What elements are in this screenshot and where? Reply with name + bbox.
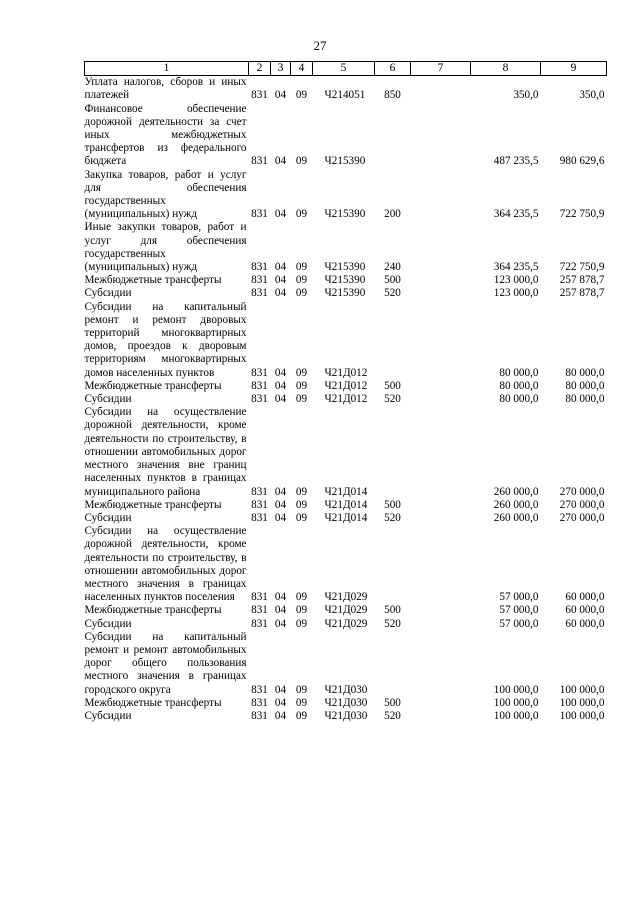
row-amount-year1: 80 000,0 bbox=[499, 393, 539, 406]
row-amount-year2: 980 629,6 bbox=[559, 155, 605, 168]
row-amount-year2: 80 000,0 bbox=[565, 393, 605, 406]
row-col7 bbox=[411, 103, 471, 169]
row-expense-type bbox=[375, 301, 411, 380]
row-subsection: 09 bbox=[295, 511, 308, 524]
row-target-article: Ч21Д030 bbox=[324, 709, 368, 722]
row-section: 04 bbox=[274, 709, 287, 722]
row-section: 04 bbox=[274, 696, 287, 709]
row-col7 bbox=[411, 512, 471, 525]
row-section: 04 bbox=[274, 604, 287, 617]
row-name: Межбюджетные трансферты bbox=[84, 274, 222, 287]
row-subsection: 09 bbox=[295, 591, 308, 604]
row-admin-code: 831 bbox=[251, 287, 268, 300]
row-section: 04 bbox=[274, 155, 287, 168]
row-name: Субсидии на осуществление дорожной деятельности, кроме деятельности по строительству, в отношении автомобильных дорог местного значения вне границ населенных пунктов в границах муниципального района bbox=[84, 406, 247, 498]
row-target-article: Ч21Д014 bbox=[324, 498, 368, 511]
row-admin-code: 831 bbox=[251, 683, 268, 696]
row-target-article: Ч215390 bbox=[324, 274, 366, 287]
row-amount-year2: 60 000,0 bbox=[565, 617, 605, 630]
row-section: 04 bbox=[274, 89, 287, 102]
row-name: Финансовое обеспечение дорожной деятельности за счет иных межбюджетных трансфертов из федерального бюджета bbox=[84, 102, 247, 168]
row-subsection: 09 bbox=[295, 379, 308, 392]
table-row bbox=[85, 604, 607, 617]
table-row bbox=[85, 697, 607, 710]
row-expense-type: 520 bbox=[384, 709, 401, 722]
table-row bbox=[85, 221, 607, 274]
row-admin-code: 831 bbox=[251, 393, 268, 406]
row-col7 bbox=[411, 274, 471, 287]
row-name: Иные закупки товаров, работ и услуг для обеспечения государственных (муниципальных) нужд bbox=[84, 221, 247, 274]
row-target-article: Ч21Д030 bbox=[324, 683, 368, 696]
row-name: Межбюджетные трансферты bbox=[84, 379, 222, 392]
row-subsection: 09 bbox=[295, 155, 308, 168]
table-row bbox=[85, 499, 607, 512]
row-expense-type: 520 bbox=[384, 511, 401, 524]
row-name: Субсидии на осуществление дорожной деятельности, кроме деятельности по строительству, в отношении автомобильных дорог местного значения в границах населенных пунктов поселения bbox=[84, 525, 247, 604]
row-admin-code: 831 bbox=[251, 511, 268, 524]
row-section: 04 bbox=[274, 287, 287, 300]
table-row bbox=[85, 406, 607, 498]
row-amount-year1: 260 000,0 bbox=[493, 511, 539, 524]
row-amount-year1: 364 235,5 bbox=[493, 208, 539, 221]
row-amount-year2: 722 750,9 bbox=[559, 261, 605, 274]
row-section: 04 bbox=[274, 498, 287, 511]
row-amount-year2: 100 000,0 bbox=[559, 696, 605, 709]
table-row bbox=[85, 631, 607, 697]
row-subsection: 09 bbox=[295, 274, 308, 287]
row-admin-code: 831 bbox=[251, 261, 268, 274]
row-section: 04 bbox=[274, 261, 287, 274]
row-subsection: 09 bbox=[295, 604, 308, 617]
row-amount-year2: 80 000,0 bbox=[565, 366, 605, 379]
row-admin-code: 831 bbox=[251, 604, 268, 617]
row-expense-type: 520 bbox=[384, 393, 401, 406]
row-section: 04 bbox=[274, 591, 287, 604]
row-amount-year1: 260 000,0 bbox=[493, 485, 539, 498]
row-expense-type bbox=[375, 631, 411, 697]
table-row bbox=[85, 103, 607, 169]
row-section: 04 bbox=[274, 366, 287, 379]
row-admin-code: 831 bbox=[251, 696, 268, 709]
row-target-article: Ч215390 bbox=[324, 208, 366, 221]
row-subsection: 09 bbox=[295, 393, 308, 406]
row-col7 bbox=[411, 604, 471, 617]
row-section: 04 bbox=[274, 208, 287, 221]
row-target-article: Ч215390 bbox=[324, 155, 366, 168]
row-amount-year1: 364 235,5 bbox=[493, 261, 539, 274]
row-expense-type bbox=[375, 103, 411, 169]
row-target-article: Ч215390 bbox=[324, 287, 366, 300]
row-section: 04 bbox=[274, 379, 287, 392]
table-row bbox=[85, 512, 607, 525]
table-row bbox=[85, 525, 607, 604]
row-target-article: Ч21Д014 bbox=[324, 485, 368, 498]
row-subsection: 09 bbox=[295, 709, 308, 722]
row-amount-year2: 270 000,0 bbox=[559, 511, 605, 524]
row-amount-year1: 123 000,0 bbox=[493, 287, 539, 300]
row-col7 bbox=[411, 631, 471, 697]
row-amount-year1: 57 000,0 bbox=[499, 617, 539, 630]
row-name: Субсидии bbox=[84, 709, 132, 722]
row-subsection: 09 bbox=[295, 287, 308, 300]
row-name: Закупка товаров, работ и услуг для обеспечения государственных (муниципальных) нужд bbox=[84, 168, 247, 221]
column-header: 9 bbox=[541, 62, 607, 76]
row-admin-code: 831 bbox=[251, 89, 268, 102]
row-name: Субсидии bbox=[84, 617, 132, 630]
row-col7 bbox=[411, 287, 471, 300]
row-col7 bbox=[411, 301, 471, 380]
row-amount-year1: 100 000,0 bbox=[493, 709, 539, 722]
row-col7 bbox=[411, 618, 471, 631]
row-expense-type: 520 bbox=[384, 287, 401, 300]
row-col7 bbox=[411, 406, 471, 498]
row-admin-code: 831 bbox=[251, 155, 268, 168]
row-name: Субсидии bbox=[84, 393, 132, 406]
row-amount-year2: 80 000,0 bbox=[565, 379, 605, 392]
row-name: Межбюджетные трансферты bbox=[84, 604, 222, 617]
row-col7 bbox=[411, 697, 471, 710]
row-subsection: 09 bbox=[295, 683, 308, 696]
row-expense-type: 850 bbox=[384, 89, 401, 102]
row-admin-code: 831 bbox=[251, 617, 268, 630]
row-subsection: 09 bbox=[295, 261, 308, 274]
row-name: Субсидии bbox=[84, 511, 132, 524]
row-section: 04 bbox=[274, 485, 287, 498]
row-expense-type bbox=[375, 406, 411, 498]
row-expense-type: 500 bbox=[384, 379, 401, 392]
row-target-article: Ч21Д029 bbox=[324, 591, 368, 604]
row-section: 04 bbox=[274, 617, 287, 630]
row-target-article: Ч214051 bbox=[324, 89, 366, 102]
table-row bbox=[85, 169, 607, 222]
row-target-article: Ч215390 bbox=[324, 261, 366, 274]
row-amount-year1: 80 000,0 bbox=[499, 366, 539, 379]
row-target-article: Ч21Д012 bbox=[324, 393, 368, 406]
table-row bbox=[85, 380, 607, 393]
row-col7 bbox=[411, 393, 471, 406]
row-subsection: 09 bbox=[295, 696, 308, 709]
row-col7 bbox=[411, 76, 471, 103]
row-amount-year2: 722 750,9 bbox=[559, 208, 605, 221]
row-col7 bbox=[411, 525, 471, 604]
table-row bbox=[85, 393, 607, 406]
row-admin-code: 831 bbox=[251, 498, 268, 511]
row-admin-code: 831 bbox=[251, 379, 268, 392]
table-row bbox=[85, 301, 607, 380]
row-subsection: 09 bbox=[295, 89, 308, 102]
row-col7 bbox=[411, 380, 471, 393]
row-section: 04 bbox=[274, 393, 287, 406]
row-amount-year1: 350,0 bbox=[513, 89, 539, 102]
row-expense-type: 520 bbox=[384, 617, 401, 630]
column-header: 5 bbox=[313, 62, 375, 76]
row-subsection: 09 bbox=[295, 498, 308, 511]
row-target-article: Ч21Д030 bbox=[324, 696, 368, 709]
row-name: Межбюджетные трансферты bbox=[84, 498, 222, 511]
row-subsection: 09 bbox=[295, 366, 308, 379]
column-header: 7 bbox=[411, 62, 471, 76]
row-admin-code: 831 bbox=[251, 208, 268, 221]
row-target-article: Ч21Д012 bbox=[324, 366, 368, 379]
row-amount-year1: 100 000,0 bbox=[493, 696, 539, 709]
row-amount-year2: 350,0 bbox=[579, 89, 605, 102]
row-amount-year2: 100 000,0 bbox=[559, 709, 605, 722]
row-section: 04 bbox=[274, 511, 287, 524]
table-row bbox=[85, 618, 607, 631]
row-col7 bbox=[411, 499, 471, 512]
row-name: Межбюджетные трансферты bbox=[84, 696, 222, 709]
row-target-article: Ч21Д029 bbox=[324, 617, 368, 630]
row-col7 bbox=[411, 169, 471, 222]
row-amount-year1: 57 000,0 bbox=[499, 604, 539, 617]
row-expense-type bbox=[375, 525, 411, 604]
row-subsection: 09 bbox=[295, 208, 308, 221]
row-expense-type: 500 bbox=[384, 498, 401, 511]
row-admin-code: 831 bbox=[251, 274, 268, 287]
row-admin-code: 831 bbox=[251, 485, 268, 498]
row-target-article: Ч21Д012 bbox=[324, 379, 368, 392]
row-amount-year2: 257 878,7 bbox=[559, 274, 605, 287]
row-amount-year1: 260 000,0 bbox=[493, 498, 539, 511]
budget-table bbox=[84, 61, 607, 723]
row-admin-code: 831 bbox=[251, 709, 268, 722]
row-admin-code: 831 bbox=[251, 366, 268, 379]
row-expense-type: 500 bbox=[384, 604, 401, 617]
column-header: 8 bbox=[471, 62, 541, 76]
row-amount-year2: 60 000,0 bbox=[565, 604, 605, 617]
table-row bbox=[85, 710, 607, 723]
row-target-article: Ч21Д029 bbox=[324, 604, 368, 617]
row-amount-year2: 257 878,7 bbox=[559, 287, 605, 300]
row-name: Уплата налогов, сборов и иных платежей bbox=[84, 76, 247, 102]
column-header: 4 bbox=[291, 62, 313, 76]
column-header: 6 bbox=[375, 62, 411, 76]
row-subsection: 09 bbox=[295, 485, 308, 498]
row-amount-year1: 80 000,0 bbox=[499, 379, 539, 392]
row-section: 04 bbox=[274, 683, 287, 696]
row-admin-code: 831 bbox=[251, 591, 268, 604]
row-expense-type: 500 bbox=[384, 696, 401, 709]
row-target-article: Ч21Д014 bbox=[324, 511, 368, 524]
page-number: 27 bbox=[313, 38, 327, 53]
row-amount-year2: 100 000,0 bbox=[559, 683, 605, 696]
row-section: 04 bbox=[274, 274, 287, 287]
row-expense-type: 500 bbox=[384, 274, 401, 287]
row-amount-year2: 270 000,0 bbox=[559, 485, 605, 498]
row-expense-type: 200 bbox=[384, 208, 401, 221]
row-col7 bbox=[411, 221, 471, 274]
row-name: Субсидии на капитальный ремонт и ремонт дворовых территорий многоквартирных домов, проездов к дворовым территориям многоквартирных домов населенных пунктов bbox=[84, 300, 247, 379]
column-header: 1 bbox=[85, 62, 249, 76]
row-amount-year1: 57 000,0 bbox=[499, 591, 539, 604]
column-header: 2 bbox=[249, 62, 271, 76]
row-name: Субсидии на капитальный ремонт и ремонт автомобильных дорог общего пользования местного значения в границах городского округа bbox=[84, 630, 247, 696]
table-row bbox=[85, 274, 607, 287]
table-row bbox=[85, 76, 607, 103]
row-subsection: 09 bbox=[295, 617, 308, 630]
row-amount-year1: 487 235,5 bbox=[493, 155, 539, 168]
row-name: Субсидии bbox=[84, 287, 132, 300]
row-col7 bbox=[411, 710, 471, 723]
row-amount-year1: 100 000,0 bbox=[493, 683, 539, 696]
table-header-row bbox=[85, 62, 607, 76]
table-row bbox=[85, 287, 607, 300]
row-expense-type: 240 bbox=[384, 261, 401, 274]
row-amount-year2: 60 000,0 bbox=[565, 591, 605, 604]
row-amount-year1: 123 000,0 bbox=[493, 274, 539, 287]
row-amount-year2: 270 000,0 bbox=[559, 498, 605, 511]
column-header: 3 bbox=[271, 62, 291, 76]
